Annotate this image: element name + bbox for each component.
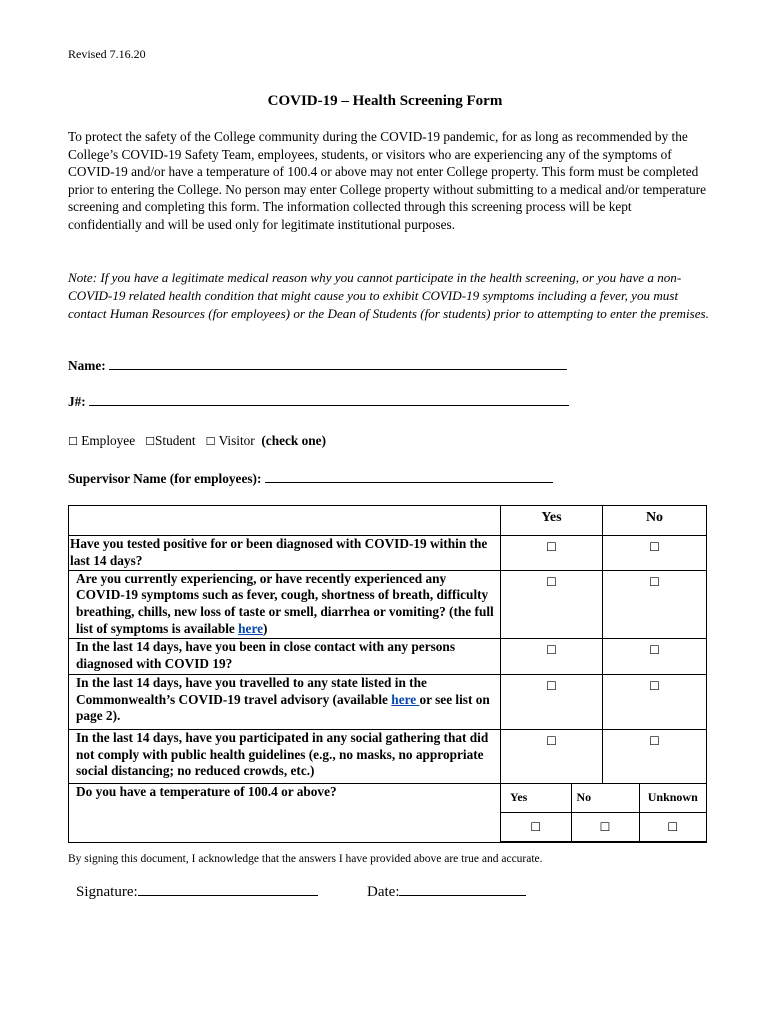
visitor-checkbox[interactable]: ☐ xyxy=(205,435,216,448)
question-4-text: In the last 14 days, have you travelled to any state listed in the Commonwealth’s COVID-19 travel advisory (available xyxy=(76,674,427,707)
signature-label: Signature: xyxy=(76,884,138,900)
travel-advisory-here-link[interactable]: here xyxy=(391,691,420,707)
q5-yes-checkbox[interactable]: ☐ xyxy=(501,729,603,783)
note-paragraph: Note: If you have a legitimate medical reason why you cannot participate in the health screening, or you have a non-COVID-19 related health condition that might cause you to exhibit COVID-19 symptoms including a fever, you must contact Human Resources (for employees) or the Dean of Students (for students) prior to attempting to enter the premises. xyxy=(68,270,709,321)
q2-yes-checkbox[interactable]: ☐ xyxy=(501,570,603,638)
j-number-field xyxy=(68,393,569,410)
yes-header: Yes xyxy=(501,506,603,536)
symptoms-here-link[interactable]: here xyxy=(238,620,264,636)
q4-yes-checkbox[interactable]: ☐ xyxy=(501,674,603,729)
signature-input-line[interactable] xyxy=(138,883,318,896)
date-input-line[interactable] xyxy=(399,883,526,896)
q3-yes-checkbox[interactable]: ☐ xyxy=(501,638,603,674)
date-field xyxy=(367,883,526,901)
form-title: COVID-19 – Health Screening Form xyxy=(267,93,503,109)
no-header: No xyxy=(603,506,707,536)
name-field xyxy=(68,357,567,374)
temp-no-label: No xyxy=(571,784,639,813)
name-label: Name: xyxy=(68,358,106,373)
screening-table xyxy=(68,505,707,843)
question-6: Do you have a temperature of 100.4 or above? xyxy=(69,783,501,842)
question-5: In the last 14 days, have you participated in any social gathering that did not comply with public health guidelines (e.g., no masks, no appropriate social distancing; no reduced crowds, etc.) xyxy=(69,729,501,783)
check-one-instruction: (check one) xyxy=(261,433,326,448)
name-input-line[interactable] xyxy=(109,357,567,370)
supervisor-input-line[interactable] xyxy=(265,470,553,483)
question-4-tail: or see list on page 2). xyxy=(76,691,490,724)
q4-no-checkbox[interactable]: ☐ xyxy=(603,674,707,729)
acknowledgement-text: By signing this document, I acknowledge that the answers I have provided above are true and accurate. xyxy=(68,853,543,865)
signature-field xyxy=(76,883,318,901)
student-label: Student xyxy=(154,433,196,448)
question-3: In the last 14 days, have you been in close contact with any persons diagnosed with COVID 19? xyxy=(69,638,501,674)
temperature-answer-cell xyxy=(501,783,707,842)
j-number-input-line[interactable] xyxy=(89,393,569,406)
question-2-text: Are you currently experiencing, or have recently experienced any COVID-19 symptoms such as fever, cough, shortness of breath, difficulty breathing, chills, new loss of taste or smell, diarrhea or vomiting? (the full list of symptoms is available xyxy=(76,570,494,636)
temp-yes-label: Yes xyxy=(501,784,571,813)
temp-unknown-checkbox[interactable]: ☐ xyxy=(639,812,706,841)
j-number-label: J#: xyxy=(68,394,86,409)
q1-yes-checkbox[interactable]: ☐ xyxy=(501,536,603,571)
q1-no-checkbox[interactable]: ☐ xyxy=(603,536,707,571)
intro-paragraph: To protect the safety of the College community during the COVID-19 pandemic, for as long as recommended by the College’s COVID-19 Safety Team, employees, students, or visitors who are experiencing any of the symptoms of COVID-19 and/or have a temperature of 100.4 or above may not enter College property. This form must be completed prior to entering the College. No person may enter College property without submitting to a medical and/or temperature screening and completing this form. The information collected through this screening process will be kept confidentially and will be used only for legitimate institutional purposes. xyxy=(68,129,707,232)
employee-checkbox[interactable]: ☐ xyxy=(68,435,78,448)
question-4 xyxy=(69,674,501,729)
supervisor-field xyxy=(68,470,553,487)
temp-unknown-label: Unknown xyxy=(639,784,706,813)
question-header-cell xyxy=(69,506,501,536)
date-label: Date: xyxy=(367,884,400,900)
q5-no-checkbox[interactable]: ☐ xyxy=(603,729,707,783)
q2-no-checkbox[interactable]: ☐ xyxy=(603,570,707,638)
temp-no-checkbox[interactable]: ☐ xyxy=(571,812,639,841)
question-2 xyxy=(69,570,501,638)
visitor-label: Visitor xyxy=(218,433,255,448)
supervisor-label: Supervisor Name (for employees): xyxy=(68,471,262,486)
question-2-close: ) xyxy=(263,620,268,636)
q3-no-checkbox[interactable]: ☐ xyxy=(603,638,707,674)
student-checkbox[interactable]: ☐ xyxy=(145,435,155,448)
employee-label: Employee xyxy=(81,433,136,448)
role-checkboxes xyxy=(68,433,326,449)
revised-date: Revised 7.16.20 xyxy=(68,47,146,61)
temperature-subtable xyxy=(501,784,706,842)
question-1: Have you tested positive for or been diagnosed with COVID-19 within the last 14 days? xyxy=(69,536,501,571)
temp-yes-checkbox[interactable]: ☐ xyxy=(501,812,571,841)
